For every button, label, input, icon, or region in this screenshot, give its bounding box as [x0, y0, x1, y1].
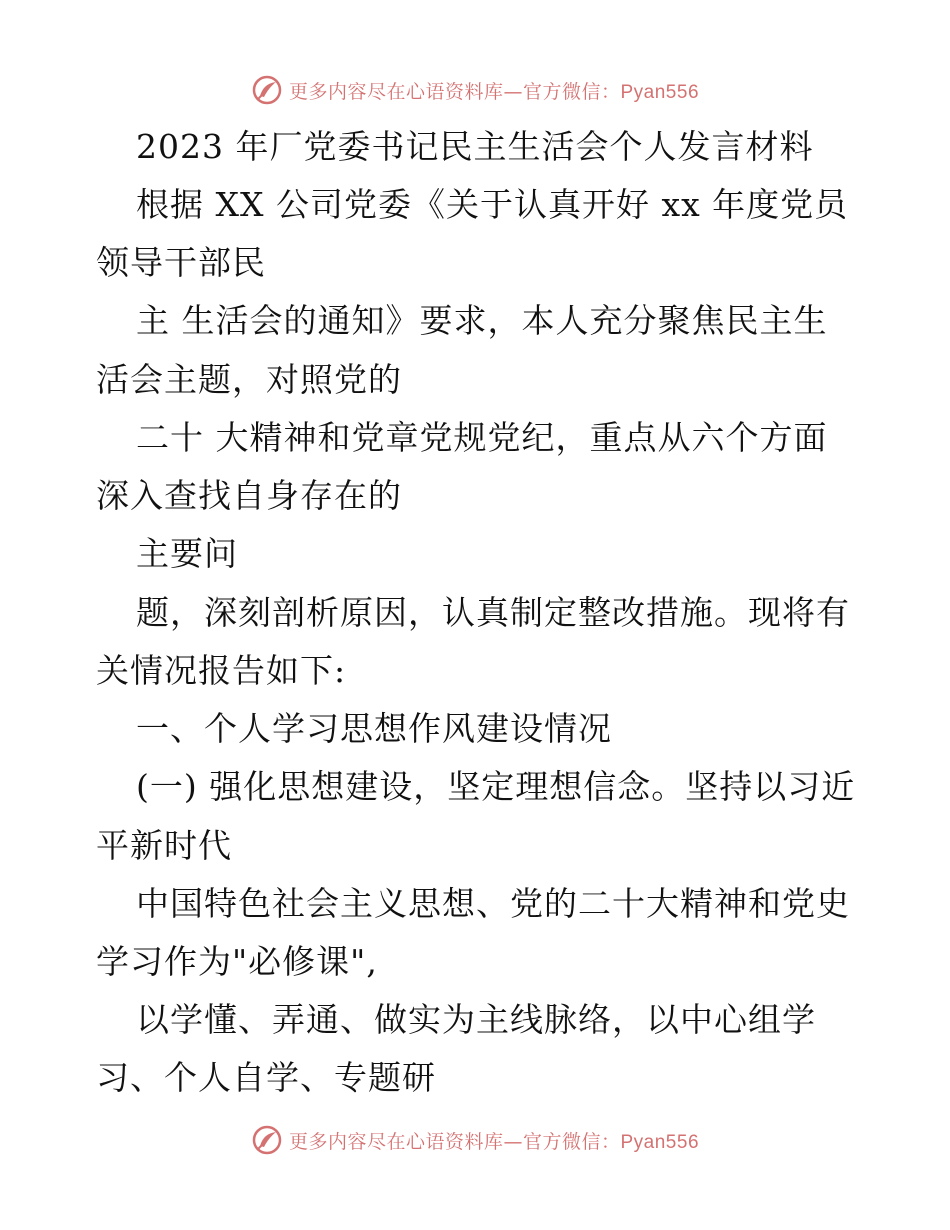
paragraph-line: 主 生活会的通知》要求，本人充分聚焦民主生 — [136, 301, 828, 340]
paragraph-line: 学习作为"必修课", — [96, 942, 378, 981]
library-logo-icon — [251, 74, 283, 106]
watermark-text: 更多内容尽在心语资料库—官方微信：Pyan556 — [288, 1130, 700, 1153]
paragraph-line: 二十 大精神和党章党规党纪，重点从六个方面 — [136, 418, 828, 457]
paragraph-line: 深入查找自身存在的 — [96, 476, 402, 515]
document-title: 2023 年厂党委书记民主生活会个人发言材料 — [136, 127, 814, 166]
paragraph-line: 根据 XX 公司党委《关于认真开好 xx 年度党员 — [136, 185, 849, 224]
watermark-header — [0, 70, 950, 110]
paragraph-line: 题，深刻剖析原因，认真制定整改措施。现将有 — [136, 593, 850, 632]
wechat-id: Pyan556 — [620, 1131, 700, 1153]
watermark-footer — [0, 1120, 950, 1160]
paragraph-line: 习、个人自学、专题研 — [96, 1058, 436, 1097]
paragraph-line: 活会主题，对照党的 — [96, 360, 402, 399]
watermark-text: 更多内容尽在心语资料库—官方微信：Pyan556 — [288, 80, 700, 103]
paragraph-line: 领导干部民 — [96, 243, 266, 282]
paragraph-line: 中国特色社会主义思想、党的二十大精神和党史 — [136, 884, 850, 923]
section-heading: 一、个人学习思想作风建设情况 — [136, 709, 612, 748]
paragraph-line: 关情况报告如下: — [96, 651, 347, 690]
paragraph-line: 主要问 — [136, 534, 238, 573]
paragraph-line: 以学懂、弄通、做实为主线脉络，以中心组学 — [136, 1000, 816, 1039]
paragraph-line: 平新时代 — [96, 826, 232, 865]
wechat-id: Pyan556 — [620, 81, 700, 103]
library-logo-icon — [251, 1124, 283, 1156]
subsection-heading: (一) 强化思想建设，坚定理想信念。坚持以习近 — [136, 767, 856, 806]
